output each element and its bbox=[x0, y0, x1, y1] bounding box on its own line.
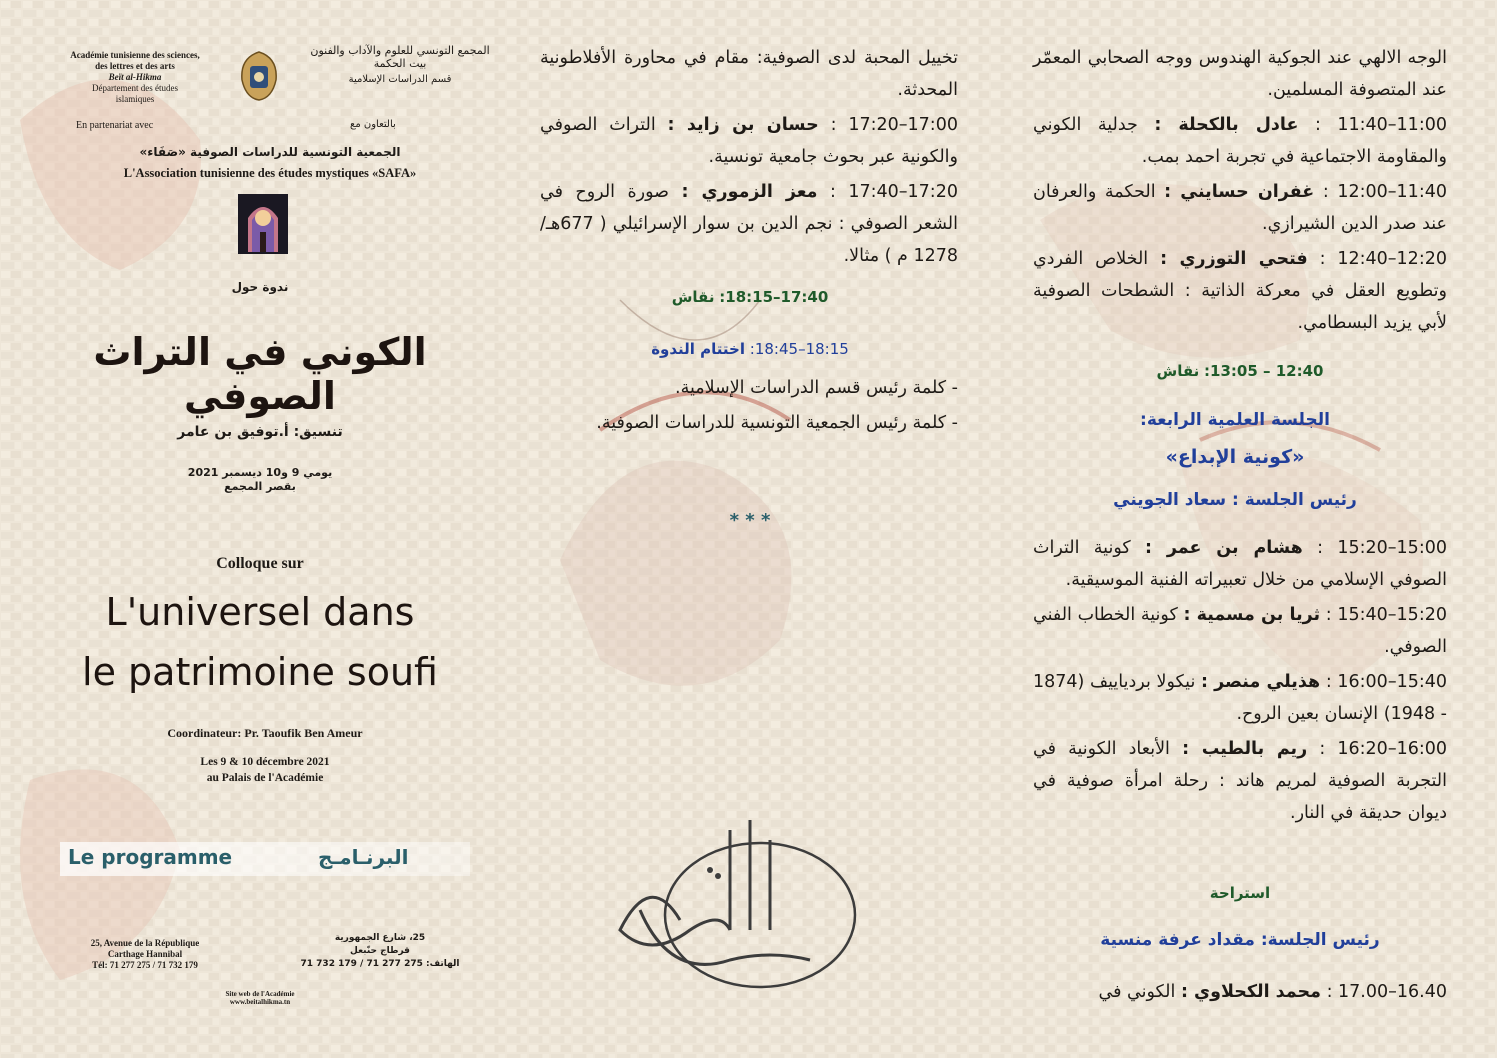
talk-item bbox=[540, 109, 958, 173]
discussion-2 bbox=[1125, 362, 1355, 380]
association-logo-icon bbox=[238, 194, 288, 254]
speaker-name: غفران حسايني : bbox=[1164, 182, 1315, 202]
cover-panel bbox=[0, 0, 520, 1058]
website bbox=[190, 990, 330, 1006]
talk-time: 16:00–16:20 : bbox=[1319, 739, 1447, 759]
title-ar: الكوني في التراث الصوفي bbox=[93, 330, 427, 418]
break-label bbox=[1145, 884, 1335, 902]
academy-ar-line-1: المجمع التونسي للعلوم والآداب والفنون bbox=[310, 44, 490, 57]
talk-text: جدلية الكوني والمقاومة الاجتماعية في تجربة احمد بمب. bbox=[1033, 115, 1447, 167]
talk-item bbox=[1033, 42, 1447, 106]
academy-fr-line-5: islamiques bbox=[115, 94, 155, 104]
association-ar: الجمعية التونسية للدراسات الصوفية «صَفَاء» bbox=[139, 145, 401, 159]
date-ar: يومي 9 و10 ديسمبر 2021 bbox=[187, 466, 333, 479]
academy-ar-block bbox=[300, 44, 500, 85]
address-fr-line-2: Carthage Hannibal bbox=[107, 949, 183, 959]
middle-programme-list bbox=[540, 42, 958, 275]
session-chair: رئيس الجلسة : سعاد الجويني bbox=[1113, 490, 1357, 510]
talk-text: الأبعاد الكونية في التجربة الصوفية لمريم هاند : رحلة امرأة صوفية في ديوان حديقة في النار. bbox=[1033, 739, 1447, 823]
talk-text: صورة الروح في الشعر الصوفي : نجم الدين بن سوار الإسرائيلي ( 677هـ/ 1278 م ) مثالا. bbox=[540, 182, 958, 266]
speaker-name: محمد الكحلاوي : bbox=[1180, 982, 1321, 1002]
closing-item: - كلمة رئيس قسم الدراسات الإسلامية. bbox=[675, 378, 958, 398]
discussion-label: نقاش bbox=[1156, 362, 1200, 380]
talk-text: الحكمة والعرفان عند صدر الدين الشيرازي. bbox=[1033, 182, 1447, 234]
talk-text: التراث الصوفي والكونية عبر بحوث جامعية تونسية. bbox=[540, 115, 958, 167]
date-fr: Les 9 & 10 décembre 2021 bbox=[200, 756, 330, 768]
coordinator-ar: تنسيق: أ.توفيق بن عامر bbox=[177, 424, 343, 440]
discussion-time: 12:40 – 13:05: bbox=[1204, 362, 1324, 380]
partner-ar: بالتعاون مع bbox=[350, 119, 396, 130]
last-programme-list bbox=[1033, 976, 1447, 1011]
academy-fr-line-4: Département des études bbox=[92, 83, 178, 93]
association-fr: L'Association tunisienne des études mystiques «SAFA» bbox=[123, 166, 417, 180]
talk-text: نيكولا بردياييف (1874 - 1948) الإنسان بعين الروح. bbox=[1033, 672, 1447, 724]
academy-ar-line-2: بيت الحكمة bbox=[373, 57, 427, 70]
coordinator-fr: Coordinateur: Pr. Taoufik Ben Ameur bbox=[167, 726, 363, 740]
academy-ar-line-3: قسم الدراسات الإسلامية bbox=[348, 74, 452, 85]
discussion-1 bbox=[640, 288, 860, 306]
academy-fr-line-2: des lettres et des arts bbox=[95, 61, 175, 71]
talk-item bbox=[1033, 176, 1447, 240]
academy-fr-block bbox=[40, 50, 230, 105]
talk-item bbox=[1033, 532, 1447, 596]
session-title: «كونية الإبداع» bbox=[1165, 446, 1305, 468]
programme-panel-middle bbox=[520, 0, 980, 1058]
programme-ar: البرنـامـج bbox=[318, 845, 409, 869]
address-fr-line-3: Tél: 71 277 275 / 71 732 179 bbox=[92, 960, 198, 970]
talk-time: 16.40–17.00 : bbox=[1326, 982, 1447, 1002]
closing-heading bbox=[600, 340, 900, 358]
right-programme-list bbox=[1033, 42, 1447, 342]
talk-item bbox=[540, 42, 958, 106]
calligraphy-logo-icon bbox=[610, 810, 870, 1010]
speaker-name: معز الزموري : bbox=[681, 182, 818, 202]
talk-time: 15:40–16:00 : bbox=[1325, 672, 1447, 692]
talk-item bbox=[1033, 599, 1447, 663]
talk-time: 11:40–12:00 : bbox=[1322, 182, 1447, 202]
address-fr-line-1: 25, Avenue de la République bbox=[90, 938, 200, 948]
talk-item bbox=[1033, 733, 1447, 829]
closing-label: اختتام الندوة bbox=[651, 340, 745, 358]
academy-logo-icon bbox=[238, 50, 280, 102]
address-fr bbox=[60, 938, 230, 971]
address-ar-line-1: 25، شارع الجمهورية bbox=[334, 933, 426, 943]
address-ar bbox=[300, 932, 460, 971]
session-heading: الجلسة العلمية الرابعة: bbox=[1140, 410, 1330, 430]
speaker-name: ثريا بن مسمية : bbox=[1183, 605, 1321, 625]
talk-item bbox=[540, 176, 958, 272]
speaker-name: هشام بن عمر : bbox=[1145, 538, 1303, 558]
programme-panel-right bbox=[985, 0, 1497, 1058]
discussion-label: نقاش bbox=[671, 288, 715, 306]
talk-text: الكوني في bbox=[1098, 982, 1176, 1002]
programme-banner bbox=[60, 842, 470, 876]
title-fr-line-2: le patrimoine soufi bbox=[82, 650, 438, 694]
academy-fr-line-1: Académie tunisienne des sciences, bbox=[70, 50, 200, 60]
talk-text: تخييل المحبة لدى الصوفية: مقام في محاورة الأفلاطونية المحدثة. bbox=[540, 48, 958, 100]
talk-text: كونية التراث الصوفي الإسلامي من خلال تعبيراته الفنية الموسيقية. bbox=[1033, 538, 1447, 590]
speaker-name: ريم بالطيب : bbox=[1182, 739, 1308, 759]
address-ar-line-3: الهاتف: 275 277 71 / 179 732 71 bbox=[300, 959, 460, 969]
talk-time: 15:20–15:40 : bbox=[1325, 605, 1447, 625]
speaker-name: حسان بن زايد : bbox=[667, 115, 819, 135]
speaker-name: فتحي التوزري : bbox=[1160, 249, 1308, 269]
talk-text: الخلاص الفردي وتطويع العقل في معركة الذاتية : الشطحات الصوفية لأبي يزيد البسطامي. bbox=[1033, 249, 1447, 333]
talk-item bbox=[1033, 666, 1447, 730]
speaker-name: عادل بالكحلة : bbox=[1154, 115, 1299, 135]
closing-list bbox=[540, 372, 958, 442]
talk-time: 12:20–12:40 : bbox=[1319, 249, 1447, 269]
discussion-time: 17:40–18:15: bbox=[719, 288, 829, 306]
speaker-name: هذيلي منصر : bbox=[1200, 672, 1321, 692]
talk-text: كونية الخطاب الفني الصوفي. bbox=[1033, 605, 1447, 657]
programme-fr: Le programme bbox=[68, 845, 233, 869]
website-url[interactable]: www.beitalhikma.tn bbox=[229, 998, 291, 1006]
talk-time: 15:00–15:20 : bbox=[1317, 538, 1447, 558]
talk-item bbox=[1033, 976, 1447, 1008]
talk-time: 11:00–11:40 : bbox=[1314, 115, 1447, 135]
address-ar-line-2: قرطاج حنّبعل bbox=[350, 946, 410, 956]
colloque-label: Colloque sur bbox=[216, 555, 304, 572]
talk-text: الوجه الالهي عند الجوكية الهندوس ووجه الصحابي المعمّر عند المتصوفة المسلمين. bbox=[1033, 48, 1447, 100]
place-fr: au Palais de l'Académie bbox=[206, 772, 324, 784]
break-text: استراحة bbox=[1209, 884, 1271, 902]
section-separator: * * * bbox=[729, 510, 771, 531]
talk-item bbox=[1033, 243, 1447, 339]
closing-time: 18:15–18:45: bbox=[749, 340, 849, 358]
session-chair: رئيس الجلسة: مقداد عرفة منسية bbox=[1100, 930, 1380, 950]
talk-time: 17:20–17:40 : bbox=[829, 182, 958, 202]
closing-item: - كلمة رئيس الجمعية التونسية للدراسات الصوفية. bbox=[596, 413, 958, 433]
session4-programme-list bbox=[1033, 532, 1447, 832]
website-label: Site web de l'Académie bbox=[225, 990, 295, 998]
partner-fr: En partenariat avec bbox=[76, 120, 154, 131]
talk-time: 17:00–17:20 : bbox=[830, 115, 958, 135]
talk-item bbox=[1033, 109, 1447, 173]
nadwa-label: ندوة حول bbox=[231, 280, 289, 294]
place-ar: بقصر المجمع bbox=[224, 480, 296, 493]
title-fr-line-1: L'universel dans bbox=[105, 590, 415, 634]
academy-fr-line-3: Beït al-Hikma bbox=[108, 72, 162, 82]
